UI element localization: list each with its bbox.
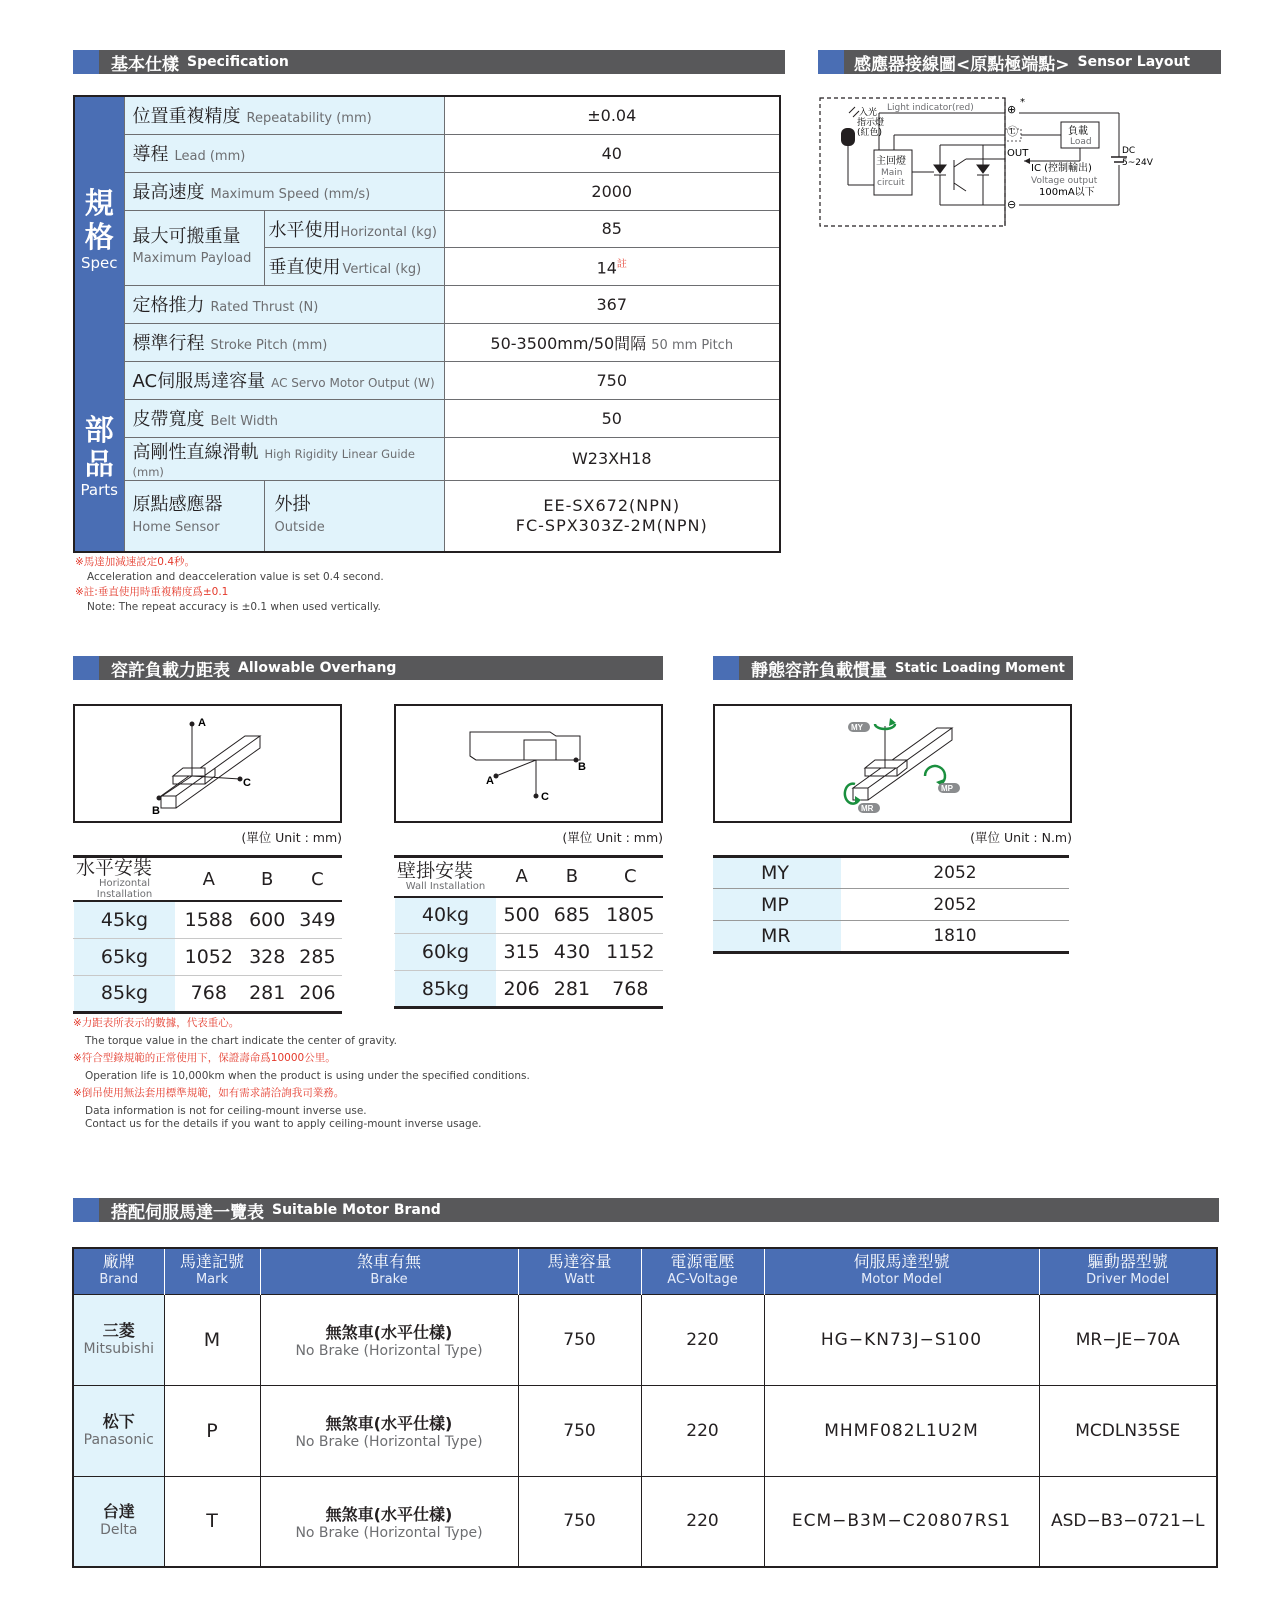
motor-output-value: 750 [444,361,780,399]
sensor-minus: ⊖ [1007,198,1017,211]
overhang-header: 容許負載力距表 Allowable Overhang [73,656,663,680]
home-sensor-type: 外掛 Outside [264,480,444,552]
moment-table: MY 2052 MP 2052 MR 1810 [713,855,1069,954]
svg-text:C: C [541,791,549,803]
sensor-main-zh: 主回燈 [876,156,906,167]
sensor-ic: IC (控制輸出) [1031,163,1092,174]
sensor-light-zh3: (紅色) [857,128,883,138]
svg-text:MP: MP [941,784,953,793]
rated-thrust-value: 367 [444,285,780,323]
moment-unit: (單位 Unit : N.m) [970,830,1072,845]
max-speed-value: 2000 [444,172,780,210]
repeatability-label: 位置重複精度 Repeatability (mm) [124,96,444,134]
parts-group-label: 部 品 Parts [74,361,124,552]
wall-unit: (單位 Unit : mm) [562,830,663,845]
sensor-star: * [1020,97,1025,108]
sensor-ic-ma: 100mA以下 [1039,187,1095,198]
motor-header: 搭配伺服馬達一覽表 Suitable Motor Brand [73,1198,1219,1222]
table-row: 台達 Delta T 無煞車(水平仕樣) No Brake (Horizontal Type) 750 220 ECM−B3M−C20807RS1 ASD−B3−0721−L [73,1476,1217,1567]
sensor-wiring-diagram [819,95,1153,235]
svg-text:B: B [578,761,586,773]
payload-vertical-label: 垂直使用 Vertical (kg) [264,247,444,285]
sensor-light-en: Light indicator(red) [887,103,974,113]
spec-header: 基本仕樣 Specification [73,50,785,74]
spec-table [73,95,781,553]
sensor-header: 感應器接線圖<原點極端點> Sensor Layout [818,50,1221,74]
sensor-dc-v: 5~24V [1122,158,1153,168]
belt-width-value: 50 [444,399,780,437]
svg-text:C: C [243,777,251,789]
svg-text:B: B [152,805,160,817]
svg-text:A: A [198,717,206,729]
moment-figure [713,704,1072,823]
home-sensor-label: 原點感應器 Home Sensor [124,480,264,552]
payload-vertical-value: $14^註$ [444,247,780,285]
horizontal-overhang-figure [73,704,342,823]
motor-table: 廠牌 Brand 馬達記號 Mark 煞車有無 Brake 馬達容量 Watt 電源電壓 AC-Voltage 伺服馬達型號 Motor Model 驅動器型號 Driver Model 三菱 Mitsubishi M 無煞車(水平仕樣) No Brake (Horizontal Type) 750 220 HG−KN73J−S100 MR−JE−70A 松下 Panasonic P 無煞車(水平仕樣) No Brake (Horizontal Type) 750 220 MHMF082L1U2M MCDLN35SE 台達 Delta T 無煞車(水平仕樣) No Brake (Horizontal Type) 750 220 ECM−B3M−C20807RS1 ASD−B3−0721−L [72,1247,1218,1568]
payload-horizontal-label: 水平使用Horizontal (kg) [264,210,444,247]
linear-guide-value: W23XH18 [444,437,780,480]
spec-notes: ※馬達加減速設定0.4秒。 Acceleration and deacceleration value is set 0.4 second. ※註:垂直使用時重複精度爲±0.1 Note: The repeat accuracy is ±0.1 when used vertically. [75,556,384,613]
table-row: 三菱 Mitsubishi M 無煞車(水平仕樣) No Brake (Horizontal Type) 750 220 HG−KN73J−S100 MR−JE−70A [73,1294,1217,1385]
sensor-dc: DC [1122,146,1136,156]
payload-horizontal-value: 85 [444,210,780,247]
svg-text:A: A [486,775,494,787]
horizontal-unit: (單位 Unit : mm) [241,830,342,845]
lead-value: 40 [444,134,780,172]
sensor-plus: ⊕ [1007,103,1017,116]
rated-thrust-label: 定格推力 Rated Thrust (N) [124,285,444,323]
stroke-value: 50-3500mm/50間隔 50 mm Pitch [444,323,780,361]
motor-output-label: AC伺服馬達容量 AC Servo Motor Output (W) [124,361,444,399]
sensor-main-en2: circuit [877,178,905,188]
spec-group-label: 規 格 Spec [74,96,124,361]
stroke-label: 標準行程 Stroke Pitch (mm) [124,323,444,361]
belt-width-label: 皮帶寬度 Belt Width [124,399,444,437]
svg-text:MY: MY [851,723,863,732]
linear-guide-label: 高剛性直線滑軌 High Rigidity Linear Guide (mm) [124,437,444,480]
table-row: 松下 Panasonic P 無煞車(水平仕樣) No Brake (Horizontal Type) 750 220 MHMF082L1U2M MCDLN35SE [73,1385,1217,1476]
sensor-light-zh2: 指示燈 [857,118,885,128]
max-speed-label: 最高速度 Maximum Speed (mm/s) [124,172,444,210]
svg-text:MR: MR [861,804,874,813]
wall-overhang-table: 壁掛安裝 Wall Installation A B C 40kg 500 685 1805 60kg 315 430 1152 85kg 206 281 768 [394,855,663,1009]
overhang-notes: ※力距表所表示的數據，代表重心。 The torque value in the chart indicate the center of gravity. ※符合型錄規範的正常使用下，保證壽命爲10000公里。 Operation life is 10,000km when the product is using under the specified conditions. ※倒吊使用無法套用標準規範，如有需求請洽詢我司業務。 Data information is not for ceiling-mount inverse use. Contact us for the details if you want to apply ceiling-mount inverse usage. [73,1017,530,1130]
moment-header: 靜態容許負載慣量 Static Loading Moment [713,656,1073,680]
payload-label: 最大可搬重量 Maximum Payload [124,210,264,285]
sensor-load-zh: 負載 [1068,126,1088,137]
sensor-load-en: Load [1070,137,1092,147]
led-icon [841,128,855,146]
sensor-light-zh1: 入光 [859,108,878,118]
home-sensor-value: EE-SX672(NPN) FC-SPX303Z-2M(NPN) [444,480,780,552]
sensor-out: OUT [1007,148,1029,159]
sensor-ic-en: Voltage output [1031,176,1098,186]
horizontal-overhang-table: 水平安裝 Horizontal Installation A B C 45kg 1588 600 349 65kg 1052 328 285 85kg 768 281 206 [73,855,342,1014]
wall-overhang-figure [394,704,663,823]
sensor-l: Ⓛ [1007,125,1018,138]
repeatability-value: ±0.04 [444,96,780,134]
lead-label: 導程 Lead (mm) [124,134,444,172]
sensor-main-en1: Main [881,168,903,178]
